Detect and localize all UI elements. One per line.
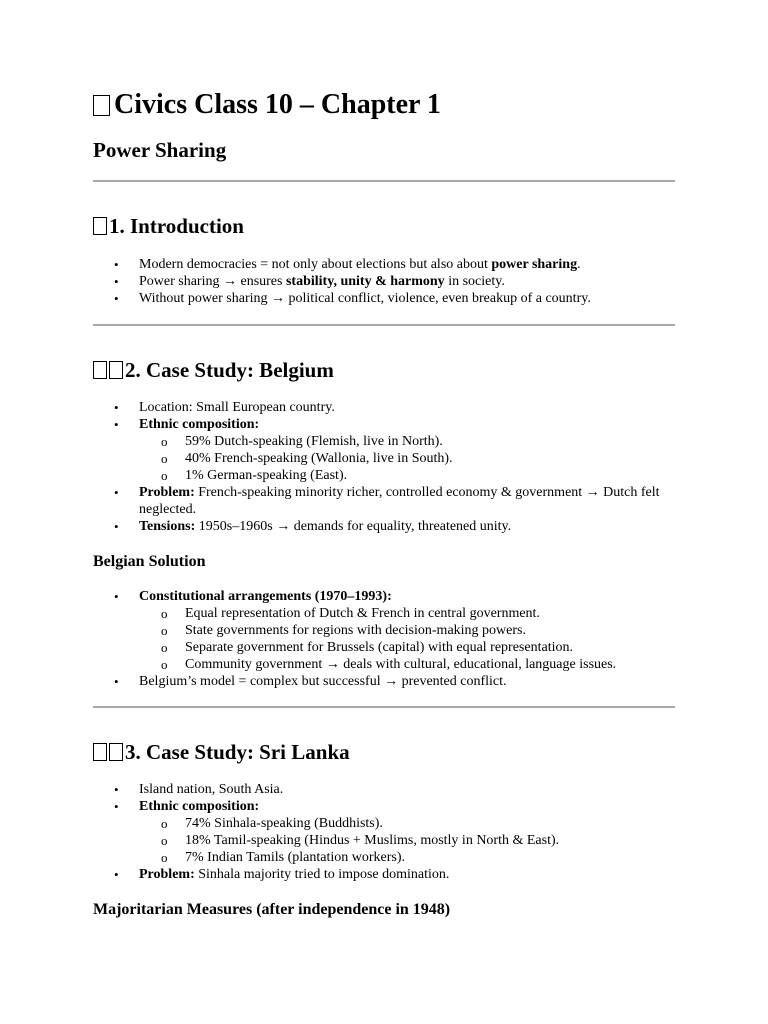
solution-list — [93, 588, 675, 690]
section-heading-belgium — [93, 356, 675, 384]
missing-glyph-icon — [93, 95, 110, 116]
list-item: • Constitutional arrangements (1970–1993): o Equal representation of Dutch & French in central government. o State governments for regions with decision-making powers. o Separate government for Brussels (capital) with equal representation. o Community government → deals with cultural, educational, language issues. — [93, 588, 675, 673]
sub-list-item: o 18% Tamil-speaking (Hindus + Muslims, mostly in North & East). — [139, 832, 675, 849]
divider — [93, 180, 675, 182]
sub-list — [139, 433, 675, 484]
divider — [93, 324, 675, 326]
list-item: • Power sharing → ensures stability, unity & harmony in society. — [93, 273, 675, 290]
belgium-list — [93, 399, 675, 535]
document-content — [93, 86, 675, 921]
intro-list — [93, 256, 675, 307]
sub-list-item: o 7% Indian Tamils (plantation workers). — [139, 849, 675, 866]
sub-list — [139, 605, 675, 673]
subheading-majoritarian-measures: Majoritarian Measures (after independence in 1948) — [93, 901, 451, 918]
sub-list-item: o Equal representation of Dutch & French in central government. — [139, 605, 675, 622]
divider — [93, 706, 675, 708]
sub-list-item: o Separate government for Brussels (capital) with equal representation. — [139, 639, 675, 656]
section-heading-sri-lanka — [93, 738, 675, 766]
sub-list-item: o Community government → deals with cultural, educational, language issues. — [139, 656, 675, 673]
list-item: • Belgium’s model = complex but successful → prevented conflict. — [93, 673, 675, 690]
sub-list-item: o 40% French-speaking (Wallonia, live in South). — [139, 450, 675, 467]
list-item: • Ethnic composition: o 74% Sinhala-speaking (Buddhists). o 18% Tamil-speaking (Hindus + Muslims, mostly in North & East). o 7% Indian Tamils (plantation workers). — [93, 798, 675, 866]
page-title-text: Civics Class 10 – Chapter 1 — [114, 89, 441, 120]
list-item: • Problem: Sinhala majority tried to impose domination. — [93, 866, 675, 883]
list-item: • Island nation, South Asia. — [93, 781, 675, 798]
list-item: • Problem: French-speaking minority richer, controlled economy & government → Dutch felt neglected. — [93, 484, 675, 518]
list-item: • Ethnic composition: o 59% Dutch-speaking (Flemish, live in North). o 40% French-speaking (Wallonia, live in South). o 1% German-speaking (East). — [93, 416, 675, 484]
list-item: • Location: Small European country. — [93, 399, 675, 416]
section-heading-text: 2. Case Study: Belgium — [125, 358, 334, 382]
subheading-belgian-solution: Belgian Solution — [93, 553, 206, 570]
section-heading-text: 1. Introduction — [109, 214, 244, 238]
srilanka-list — [93, 781, 675, 883]
page-title — [93, 86, 675, 124]
list-item: • Tensions: 1950s–1960s → demands for equality, threatened unity. — [93, 518, 675, 535]
page-subtitle: Power Sharing — [93, 138, 227, 162]
section-heading-introduction — [93, 212, 675, 240]
sub-list-item: o 1% German-speaking (East). — [139, 467, 675, 484]
list-item: • Modern democracies = not only about elections but also about power sharing. — [93, 256, 675, 273]
missing-glyph-icon — [93, 217, 107, 235]
sub-list — [139, 815, 675, 866]
list-item: • Without power sharing → political conflict, violence, even breakup of a country. — [93, 290, 675, 307]
flag-emoji-icon — [93, 738, 125, 766]
sub-list-item: o State governments for regions with decision-making powers. — [139, 622, 675, 639]
sub-list-item: o 74% Sinhala-speaking (Buddhists). — [139, 815, 675, 832]
sub-list-item: o 59% Dutch-speaking (Flemish, live in North). — [139, 433, 675, 450]
flag-emoji-icon — [93, 356, 125, 384]
section-heading-text: 3. Case Study: Sri Lanka — [125, 740, 350, 764]
